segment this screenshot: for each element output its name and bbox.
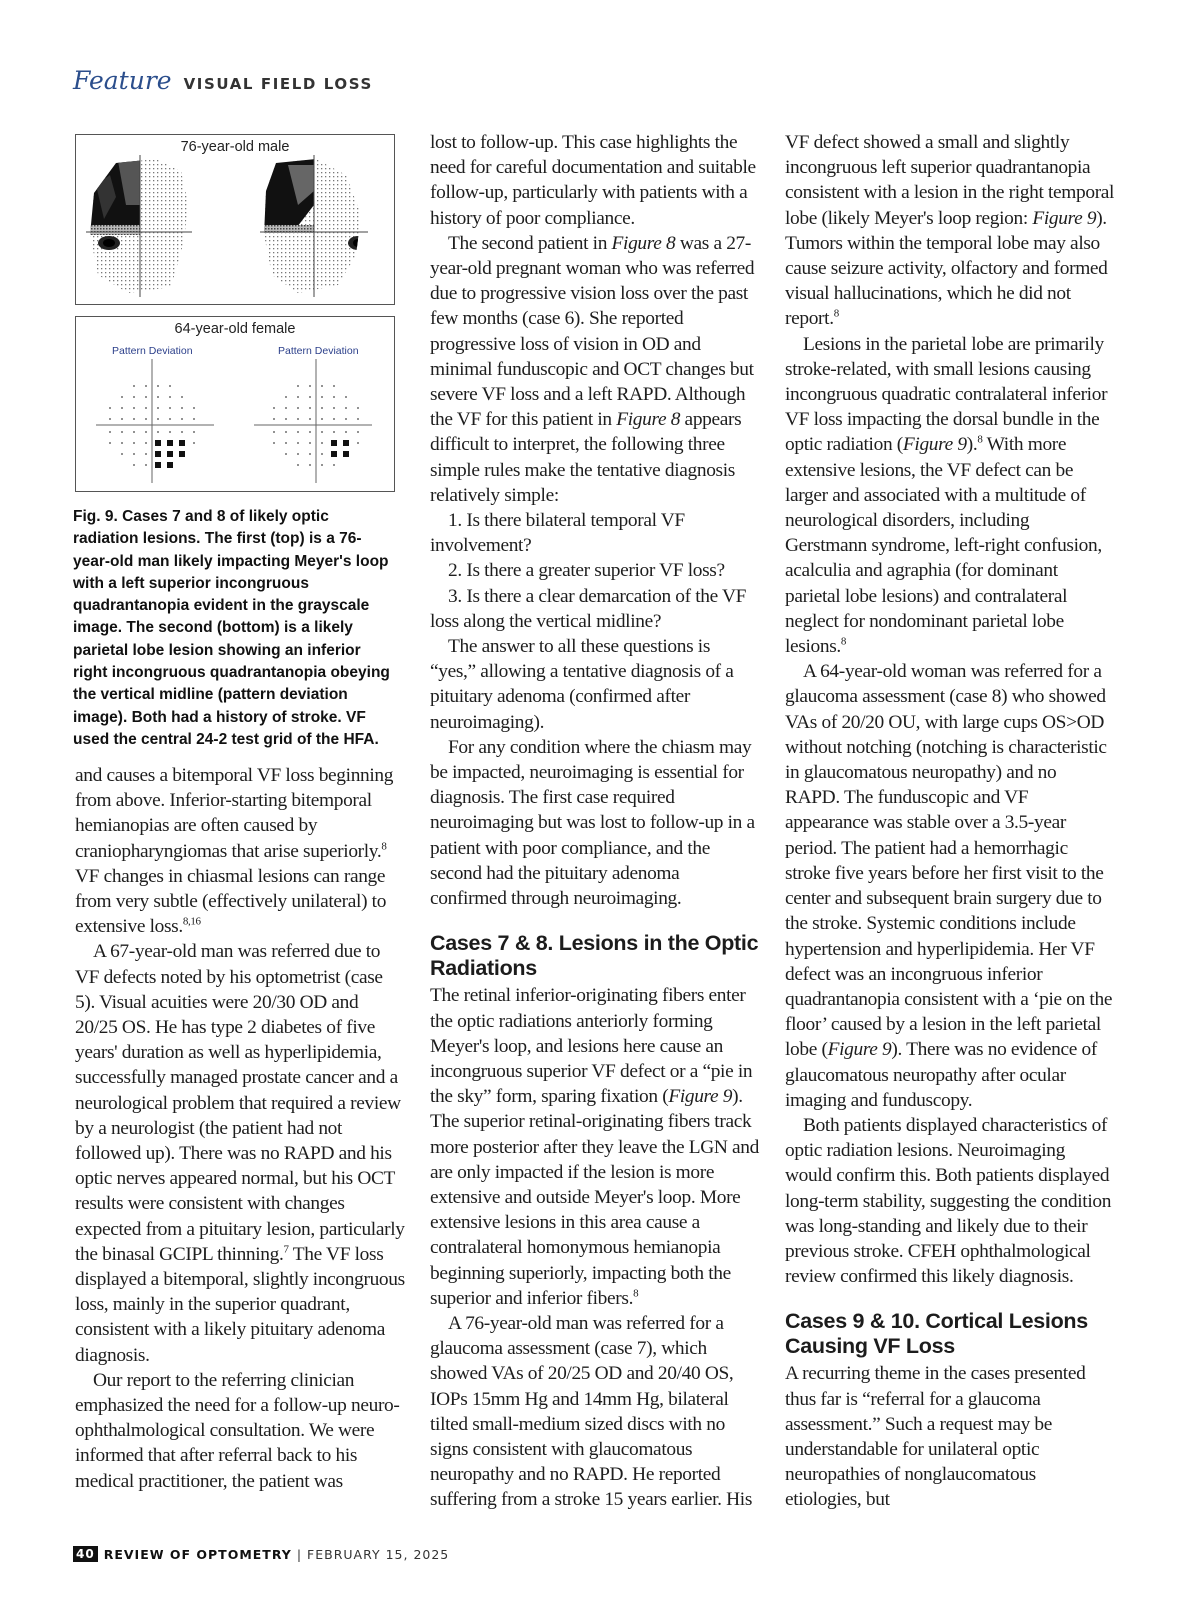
normal-mark: [121, 396, 123, 398]
figure-reference: Figure 9: [668, 1086, 733, 1108]
normal-mark: [309, 407, 311, 409]
citation: 8: [840, 635, 847, 648]
text-span: VF changes in chiasmal lesions can range from very subtle (effectively unilateral) to extensive loss.: [75, 865, 387, 938]
text-span: VF defect showed a small and slightly incongruous left superior quadrantanopia consistent with a lesion in the right temporal lobe (likely Meyer's loop region:: [785, 132, 1115, 229]
normal-mark: [285, 431, 287, 433]
figure-9-bottom-panel: [75, 316, 395, 492]
column-3: [785, 130, 1115, 1513]
col2-paragraph-6: A 76-year-old man was referred for a glaucoma assessment (case 7), which showed VAs of 20/25 OD and 20/40 OS, IOPs 15mm Hg and 14mm Hg, bilateral tilted small-medium sized discs with no signs consistent with glaucomatous neuropathy and no RAPD. He reported suffering from a stroke 15 years earlier. His: [430, 1312, 753, 1511]
normal-mark: [357, 431, 359, 433]
normal-mark: [133, 385, 135, 387]
normal-mark: [145, 396, 147, 398]
figure-9-top-panel: [75, 134, 395, 305]
col3-paragraph-3: [785, 659, 1115, 1113]
running-header: [73, 66, 373, 102]
col2-paragraph-1: lost to follow-up. This case highlights the need for careful documentation and suitable follow-up, particularly with patients with a history of poor compliance.: [430, 132, 756, 229]
col2-paragraph-5: [430, 983, 760, 1311]
defect-mark: [167, 451, 173, 457]
text-span: ).: [966, 434, 978, 456]
defect-mark: [167, 462, 173, 468]
normal-mark: [273, 431, 275, 433]
normal-mark: [109, 442, 111, 444]
section-heading-cases-9-10: Cases 9 & 10. Cortical Lesions Causing VF Loss: [785, 1309, 1088, 1359]
normal-mark: [109, 418, 111, 420]
citation: 8: [977, 433, 983, 446]
defect-mark: [343, 440, 349, 446]
normal-mark: [145, 418, 147, 420]
normal-mark: [133, 407, 135, 409]
normal-mark: [169, 431, 171, 433]
citation: 8: [381, 840, 387, 853]
pattern-deviation-label-right: Pattern Deviation: [278, 345, 359, 357]
normal-mark: [169, 418, 171, 420]
citation: 8: [633, 1287, 639, 1300]
normal-mark: [297, 385, 299, 387]
col3-paragraph-5: A recurring theme in the cases presented thus far is “referral for a glaucoma assessment.” Such a request may be understandable for unilateral optic neuropathies of nonglaucomatous etiologies, but: [785, 1363, 1086, 1511]
normal-mark: [145, 407, 147, 409]
normal-mark: [309, 385, 311, 387]
page-number: 40: [73, 1546, 98, 1562]
normal-mark: [133, 453, 135, 455]
page-footer: [73, 1546, 449, 1562]
text-span: The VF loss displayed a bitemporal, slightly incongruous loss, mainly in the superior quadrant, consistent with a likely pituitary adenoma diagnosis.: [75, 1243, 405, 1366]
normal-mark: [297, 431, 299, 433]
normal-mark: [297, 453, 299, 455]
figure-reference: Figure 9: [827, 1039, 892, 1061]
normal-mark: [193, 431, 195, 433]
citation: 8,16: [182, 915, 201, 928]
normal-mark: [333, 464, 335, 466]
normal-mark: [157, 385, 159, 387]
normal-mark: [145, 431, 147, 433]
normal-mark: [285, 442, 287, 444]
figure-reference: Figure 8: [616, 409, 681, 431]
normal-mark: [157, 418, 159, 420]
citation: 7: [283, 1243, 289, 1256]
text-span: The second patient in: [448, 232, 612, 254]
col3-paragraph-2: [785, 332, 1115, 660]
normal-mark: [321, 442, 323, 444]
normal-mark: [309, 431, 311, 433]
citation: 8: [833, 307, 839, 320]
normal-mark: [321, 385, 323, 387]
col1-paragraph-2: [75, 939, 405, 1367]
normal-mark: [321, 453, 323, 455]
defect-mark: [179, 451, 185, 457]
normal-mark: [297, 396, 299, 398]
normal-mark: [297, 442, 299, 444]
normal-mark: [333, 385, 335, 387]
normal-mark: [157, 407, 159, 409]
normal-mark: [145, 453, 147, 455]
issue-date: FEBRUARY 15, 2025: [307, 1546, 450, 1562]
normal-mark: [297, 464, 299, 466]
normal-mark: [321, 418, 323, 420]
normal-mark: [309, 453, 311, 455]
normal-mark: [309, 464, 311, 466]
col2-paragraph-4: For any condition where the chiasm may be impacted, neuroimaging is essential for diagnosis. The first case required neuroimaging but was lost to follow-up in a patient with poor compliance, and the second had the pituitary adenoma confirmed through neuroimaging.: [430, 736, 755, 910]
normal-mark: [169, 407, 171, 409]
normal-mark: [193, 442, 195, 444]
defect-mark: [331, 451, 337, 457]
normal-mark: [321, 464, 323, 466]
normal-mark: [285, 453, 287, 455]
normal-mark: [133, 418, 135, 420]
figure-9-caption: Fig. 9. Cases 7 and 8 of likely optic radiation lesions. The first (top) is a 76-year-old man likely impacting Meyer's loop with a left superior incongruous quadrantanopia evident in the grayscale image. The second (bottom) is a likely parietal lobe lesion showing an inferior right incongruous quadrantanopia obeying the vertical midline (pattern deviation image). Both had a history of stroke. VF used the central 24-2 test grid of the HFA.: [73, 508, 390, 748]
normal-mark: [297, 418, 299, 420]
normal-mark: [345, 418, 347, 420]
question-3: 3. Is there a clear demarcation of the VF loss along the vertical midline?: [430, 585, 747, 632]
normal-mark: [145, 442, 147, 444]
text-span: The retinal inferior-originating fibers enter the optic radiations anteriorly forming Meyer's loop, and lesions here cause an incongruous superior VF defect or a “pie in the sky” form, sparing fixation (: [430, 985, 753, 1108]
normal-mark: [193, 418, 195, 420]
text-span: Lesions in the parietal lobe are primarily stroke-related, with small lesions causing incongruous quadratic contralateral inferior VF loss impacting the dorsal bundle in the optic radiation (: [785, 333, 1108, 456]
text-span: ). Tumors within the temporal lobe may also cause seizure activity, olfactory and formed visual hallucinations, which he did not report.: [785, 207, 1108, 330]
text-span: A 67-year-old man was referred due to VF defects noted by his optometrist (case 5). Visual acuities were 20/30 OD and 20/25 OS. He has type 2 diabetes of five years' duration as well as hyperlipidemia, successfully managed prostate cancer and a neurological problem that required a review by a neurologist (the patient had not followed up). There was no RAPD and his optic nerves appeared normal, but his OCT results were consistent with changes expected from a pituitary lesion, particularly the binasal GCIPL thinning.: [75, 941, 405, 1265]
text-span: and causes a bitemporal VF loss beginning from above. Inferior-starting bitemporal hemianopias are often caused by craniopharyngiomas that arise superiorly.: [75, 765, 394, 862]
col2-paragraph-3: The answer to all these questions is “yes,” allowing a tentative diagnosis of a pituitary adenoma (confirmed after neuroimaging).: [430, 636, 734, 733]
column-2: [430, 130, 760, 1513]
normal-mark: [193, 407, 195, 409]
normal-mark: [157, 431, 159, 433]
normal-mark: [181, 396, 183, 398]
figure-bottom-title: 64-year-old female: [174, 321, 296, 337]
normal-mark: [121, 442, 123, 444]
figure-reference: Figure 9: [1032, 207, 1097, 229]
normal-mark: [157, 396, 159, 398]
footer-separator: |: [296, 1546, 303, 1562]
defect-mark: [155, 462, 161, 468]
normal-mark: [333, 407, 335, 409]
col3-paragraph-4: Both patients displayed characteristics of optic radiation lesions. Neuroimaging would confirm this. Both patients displayed long-term stability, suggesting the condition was long-standing and likely due to their previous stroke. CFEH ophthalmological review confirmed this likely diagnosis.: [785, 1114, 1112, 1288]
defect-mark: [167, 440, 173, 446]
normal-mark: [345, 407, 347, 409]
normal-mark: [357, 442, 359, 444]
normal-mark: [133, 464, 135, 466]
defect-mark: [155, 440, 161, 446]
pattern-deviation-label-left: Pattern Deviation: [112, 345, 193, 357]
normal-mark: [333, 396, 335, 398]
normal-mark: [309, 418, 311, 420]
figure-reference: Figure 8: [611, 232, 676, 254]
defect-mark: [155, 451, 161, 457]
normal-mark: [145, 464, 147, 466]
normal-mark: [285, 396, 287, 398]
figure-reference: Figure 9: [902, 434, 967, 456]
normal-mark: [321, 407, 323, 409]
normal-mark: [133, 396, 135, 398]
normal-mark: [357, 407, 359, 409]
normal-mark: [181, 418, 183, 420]
normal-mark: [145, 385, 147, 387]
normal-mark: [121, 407, 123, 409]
grayscale-visual-field-plot: [76, 135, 394, 304]
normal-mark: [321, 431, 323, 433]
normal-mark: [333, 431, 335, 433]
pattern-deviation-plot: [76, 317, 394, 491]
text-span: ). There was no evidence of glaucomatous neuropathy after ocular imaging and funduscopy.: [785, 1039, 1097, 1111]
text-span: was a 27-year-old pregnant woman who was referred due to progressive vision loss over the past few months (case 6). She reported progressive loss of vision in OD and minimal funduscopic and OCT changes but severe VF loss and a left RAPD. Although the VF for this patient in: [430, 232, 755, 431]
normal-mark: [345, 396, 347, 398]
header-feature-label: Feature: [73, 66, 172, 95]
defect-mark: [179, 440, 185, 446]
normal-mark: [345, 431, 347, 433]
normal-mark: [109, 431, 111, 433]
normal-mark: [321, 396, 323, 398]
column-1: [75, 763, 405, 1494]
col1-paragraph-3: Our report to the referring clinician emphasized the need for a follow-up neuro-ophthalmological consultation. We were informed that after referral back to his medical practitioner, the patient was: [75, 1369, 400, 1492]
normal-mark: [121, 418, 123, 420]
normal-mark: [357, 418, 359, 420]
col3-paragraph-1: [785, 130, 1115, 332]
normal-mark: [285, 407, 287, 409]
normal-mark: [273, 418, 275, 420]
normal-mark: [181, 431, 183, 433]
text-span: With more extensive lesions, the VF defect can be larger and associated with a multitude of neurological disorders, including Gerstmann syndrome, left-right confusion, acalculia and agraphia (for dominant parietal lobe lesions) and contralateral neglect for nondominant parietal lobe lesions.: [785, 434, 1102, 658]
normal-mark: [309, 442, 311, 444]
defect-mark: [343, 451, 349, 457]
normal-mark: [333, 418, 335, 420]
normal-mark: [133, 442, 135, 444]
normal-mark: [169, 396, 171, 398]
defect-mark: [331, 440, 337, 446]
normal-mark: [133, 431, 135, 433]
normal-mark: [285, 418, 287, 420]
question-1: 1. Is there bilateral temporal VF involvement?: [430, 510, 685, 557]
col1-paragraph-1: [75, 763, 405, 939]
text-span: A 64-year-old woman was referred for a glaucoma assessment (case 8) who showed VAs of 20/20 OU, with large cups OS>OD without notching (notching is characteristic in glaucomatous neuropathy) and no RAPD. The funduscopic and VF appearance was stable over a 3.5-year period. The patient had a hemorrhagic stroke five years before her first visit to the center and subsequent brain surgery due to the stroke. Systemic conditions include hypertension and hyperlipidemia. Her VF defect was an incongruous inferior quadrantanopia consistent with a ‘pie on the floor’ caused by a lesion in the left parietal lobe (: [785, 661, 1113, 1061]
figure-top-title: 76-year-old male: [180, 139, 290, 155]
normal-mark: [109, 407, 111, 409]
question-2: 2. Is there a greater superior VF loss?: [448, 560, 725, 582]
normal-mark: [121, 431, 123, 433]
publication-name: REVIEW OF OPTOMETRY: [103, 1546, 292, 1562]
col2-paragraph-2: [430, 231, 760, 508]
text-span: appears difficult to interpret, the following three simple rules make the tentative diagnosis relatively simple:: [430, 409, 742, 506]
normal-mark: [181, 407, 183, 409]
normal-mark: [121, 453, 123, 455]
section-heading-cases-7-8: Cases 7 & 8. Lesions in the Optic Radiations: [430, 931, 759, 981]
normal-mark: [273, 442, 275, 444]
header-section-title: VISUAL FIELD LOSS: [183, 75, 373, 93]
normal-mark: [273, 407, 275, 409]
normal-mark: [297, 407, 299, 409]
text-span: ). The superior retinal-originating fibers track more posterior after they leave the LGN and are only impacted if the lesion is more extensive and outside Meyer's loop. More extensive lesions in this area cause a contralateral homonymous hemianopia beginning superiorly, impacting both the superior and inferior fibers.: [430, 1086, 759, 1309]
normal-mark: [169, 385, 171, 387]
normal-mark: [309, 396, 311, 398]
